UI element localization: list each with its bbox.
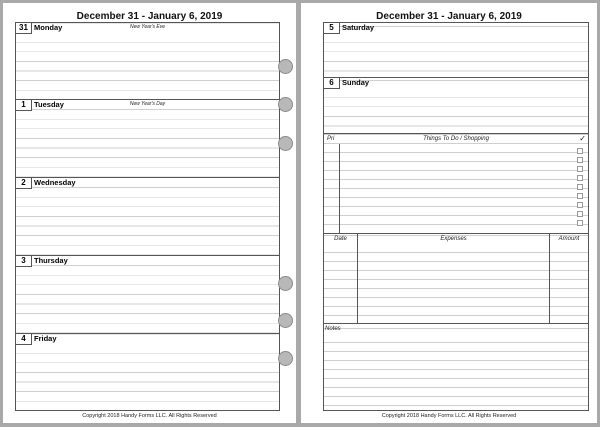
check-mark-icon: ✓ [579,134,586,143]
expenses-title: Expenses [440,236,467,242]
day-monday[interactable] [15,22,280,100]
binder-hole-icon [278,136,293,151]
binder-hole-icon [278,351,293,366]
day-name: Thursday [34,256,68,265]
copyright-text: Copyright 2018 Handy Forms LLC. All Rights Reserved [82,413,217,419]
day-number: 4 [16,334,32,345]
date-label: Date [334,236,347,242]
notes-section[interactable] [323,323,589,411]
day-number: 6 [324,78,340,89]
checkbox-icon[interactable] [577,157,583,163]
checkbox-icon[interactable] [577,166,583,172]
amount-label: Amount [558,236,580,242]
checkbox-icon[interactable] [577,202,583,208]
day-name: Monday [34,23,63,32]
todo-section[interactable] [323,133,589,234]
right-page-title: December 31 - January 6, 2019 [376,11,522,22]
day-number: 2 [16,178,32,189]
day-number: 31 [16,23,32,34]
day-friday[interactable] [15,333,280,411]
checkbox-icon[interactable] [577,193,583,199]
left-page [3,3,296,423]
day-number: 3 [16,256,32,267]
todo-title: Things To Do / Shopping [423,136,489,142]
binder-hole-icon [278,276,293,291]
holiday-label: New Year's Eve [129,24,166,30]
checkbox-icon[interactable] [577,211,583,217]
binder-hole-icon [278,59,293,74]
day-number: 1 [16,100,32,111]
date-column-divider [357,234,358,323]
notes-label: Notes [325,326,341,332]
copyright-text: Copyright 2018 Handy Forms LLC. All Rights Reserved [381,413,517,419]
day-name: Tuesday [34,100,64,109]
day-sunday[interactable] [323,77,589,134]
todo-header [324,134,588,144]
expenses-section[interactable] [323,233,589,324]
notes-header [324,324,588,334]
day-wednesday[interactable] [15,177,280,256]
priority-label: Pri [327,136,335,142]
day-tuesday[interactable] [15,99,280,178]
checkbox-icon[interactable] [577,220,583,226]
day-name: Wednesday [34,178,76,187]
checkbox-icon[interactable] [577,175,583,181]
day-saturday[interactable] [323,22,589,78]
checkbox-icon[interactable] [577,184,583,190]
left-page-title: December 31 - January 6, 2019 [76,11,223,22]
day-name: Friday [34,334,57,343]
binder-hole-icon [278,97,293,112]
priority-column-divider [339,144,340,233]
day-number: 5 [324,23,340,34]
day-thursday[interactable] [15,255,280,334]
right-page [301,3,597,423]
holiday-label: New Year's Day [129,101,166,107]
amount-column-divider [549,234,550,323]
day-name: Sunday [342,78,370,87]
day-name: Saturday [342,23,375,32]
binder-hole-icon [278,313,293,328]
checkbox-icon[interactable] [577,148,583,154]
